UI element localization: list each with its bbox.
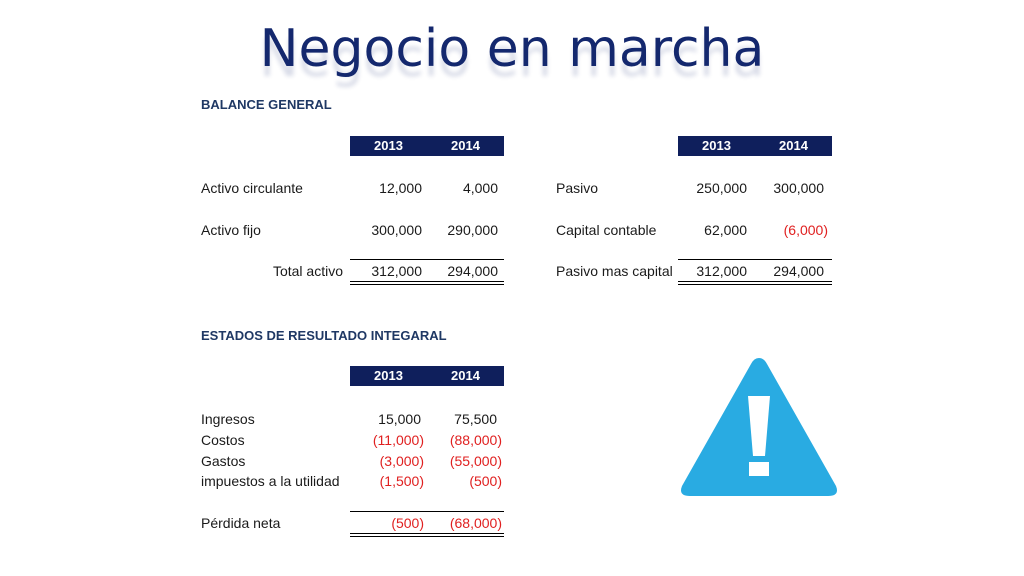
- value-2013: 62,000: [704, 222, 747, 238]
- value-2014: (500): [469, 473, 502, 489]
- row-label: Total activo: [272, 263, 343, 279]
- value-2014: 4,000: [462, 180, 498, 196]
- value-2013: (11,000): [372, 432, 424, 448]
- total-double-line: [350, 281, 504, 285]
- balance-right-header: [678, 136, 832, 156]
- year-2013: 2013: [374, 138, 403, 153]
- balance-heading: BALANCE GENERAL: [201, 97, 332, 112]
- year-2014: 2014: [451, 368, 480, 383]
- year-2013: 2013: [374, 368, 403, 383]
- row-label: Activo circulante: [201, 180, 303, 196]
- value-2014: (88,000): [449, 432, 502, 448]
- row-label: Ingresos: [201, 411, 255, 427]
- row-label: Pasivo mas capital: [556, 263, 673, 279]
- income-heading: ESTADOS DE RESULTADO INTEGARAL: [201, 328, 447, 343]
- subtotal-line: [350, 511, 504, 512]
- value-2014: 294,000: [447, 263, 498, 279]
- warning-triangle-icon: [678, 352, 840, 498]
- value-2013: (500): [391, 515, 424, 531]
- income-header: [350, 366, 504, 386]
- year-2014: 2014: [451, 138, 480, 153]
- value-2014: 290,000: [447, 222, 498, 238]
- row-label: Capital contable: [556, 222, 657, 238]
- row-label: impuestos a la utilidad: [201, 473, 340, 489]
- value-2013: (3,000): [379, 453, 424, 469]
- value-2013: 312,000: [371, 263, 422, 279]
- value-2014: 300,000: [773, 180, 824, 196]
- row-label: Costos: [201, 432, 245, 448]
- value-2013: (1,500): [379, 473, 424, 489]
- year-2014: 2014: [779, 138, 808, 153]
- value-2013: 250,000: [696, 180, 747, 196]
- value-2014: 294,000: [773, 263, 824, 279]
- value-2013: 15,000: [378, 411, 421, 427]
- subtotal-line: [678, 259, 832, 260]
- year-2013: 2013: [702, 138, 731, 153]
- row-label: Gastos: [201, 453, 246, 469]
- row-label: Activo fijo: [201, 222, 261, 238]
- balance-left-header: [350, 136, 504, 156]
- value-2013: 12,000: [379, 180, 422, 196]
- subtotal-line: [350, 259, 504, 260]
- row-label: Pérdida neta: [201, 515, 281, 531]
- row-label: Pasivo: [556, 180, 599, 196]
- value-2013: 300,000: [371, 222, 422, 238]
- value-2014: (55,000): [449, 453, 502, 469]
- value-2014: (6,000): [783, 222, 828, 238]
- value-2013: 312,000: [696, 263, 747, 279]
- value-2014: (68,000): [449, 515, 502, 531]
- page-title: Negocio en marcha: [259, 19, 765, 79]
- total-double-line: [350, 533, 504, 537]
- total-double-line: [678, 281, 832, 285]
- value-2014: 75,500: [454, 411, 497, 427]
